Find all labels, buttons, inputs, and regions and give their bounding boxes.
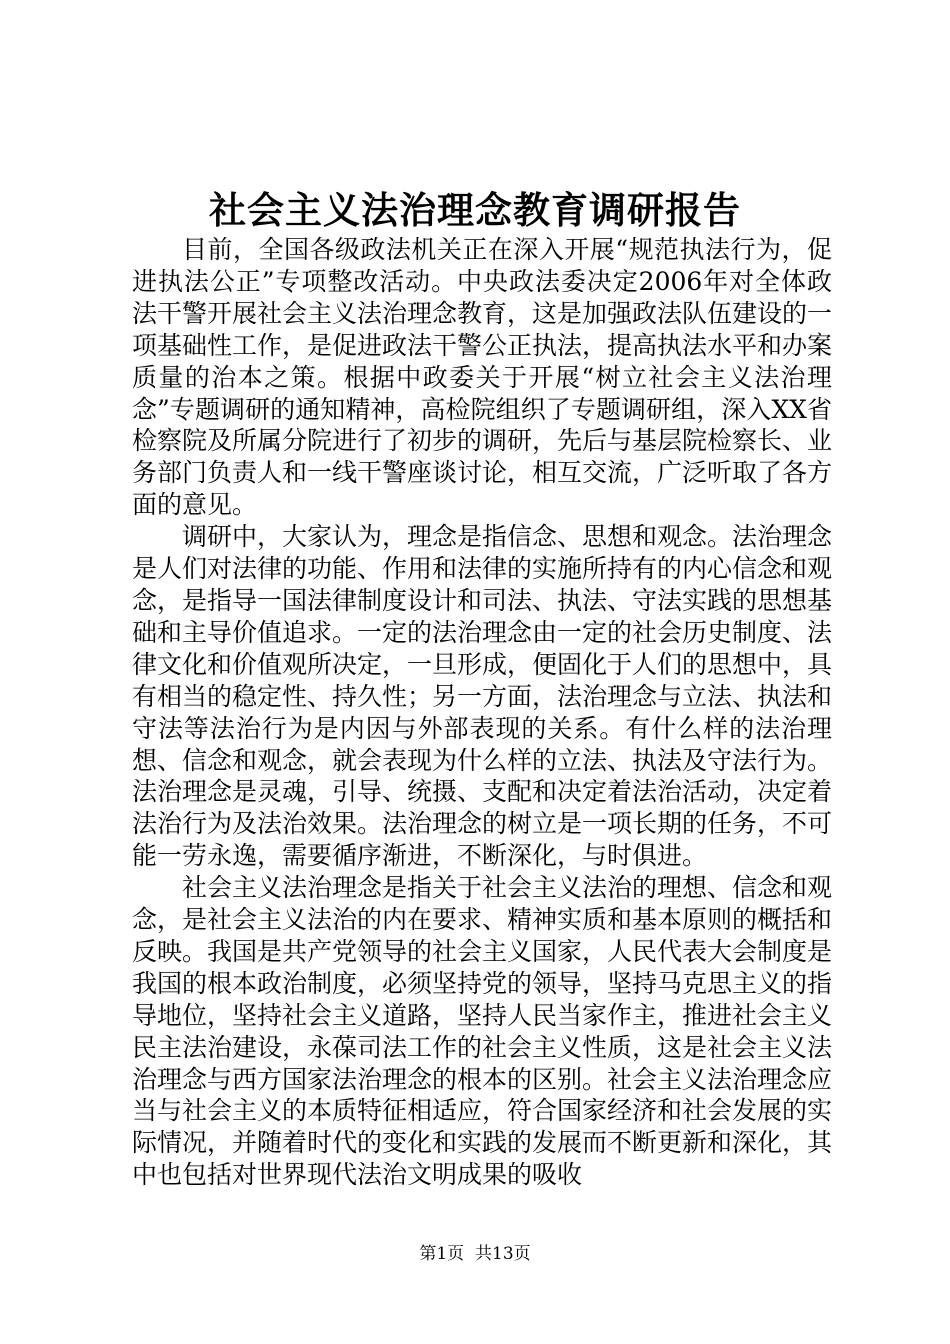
document-body (132, 234, 832, 1191)
paragraph-1: 目前，全国各级政法机关正在深入开展“规范执法行为，促进执法公正”专项整改活动。中央政法委决定2006年对全体政法干警开展社会主义法治理念教育，这是加强政法队伍建设的一项基础性工作，是促进政法干警公正执法，提高执法水平和办案质量的治本之策。根据中政委关于开展“树立社会主义法治理念”专题调研的通知精神，高检院组织了专题调研组，深入XX省检察院及所属分院进行了初步的调研，先后与基层院检察长、业务部门负责人和一线干警座谈讨论，相互交流，广泛听取了各方面的意见。 (132, 235, 833, 520)
paragraph-2: 调研中，大家认为，理念是指信念、思想和观念。法治理念是人们对法律的功能、作用和法律的实施所持有的内心信念和观念，是指导一国法律制度设计和司法、执法、守法实践的思想基础和主导价值追求。一定的法治理念由一定的社会历史制度、法律文化和价值观所决定，一旦形成，便固化于人们的思想中，具有相当的稳定性、持久性；另一方面，法治理念与立法、执法和守法等法治行为是内因与外部表现的关系。有什么样的法治理想、信念和观念，就会表现为什么样的立法、执法及守法行为。法治理念是灵魂，引导、统摄、支配和决定着法治活动，决定着法治行为及法治效果。法治理念的树立是一项长期的任务，不可能一劳永逸，需要循序渐进，不断深化，与时俱进。 (132, 522, 833, 871)
footer-separator (464, 1244, 475, 1264)
page-footer (0, 1242, 950, 1266)
document-title: 社会主义法治理念教育调研报告 (209, 188, 741, 232)
page-number: 第1页 (419, 1244, 465, 1264)
page-total: 共13页 (475, 1244, 531, 1264)
paragraph-3: 社会主义法治理念是指关于社会主义法治的理想、信念和观念，是社会主义法治的内在要求、精神实质和基本原则的概括和反映。我国是共产党领导的社会主义国家，人民代表大会制度是我国的根本政治制度，必须坚持党的领导，坚持马克思主义的指导地位，坚持社会主义道路，坚持人民当家作主，推进社会主义民主法治建设，永葆司法工作的社会主义性质，这是社会主义法治理念与西方国家法治理念的根本的区别。社会主义法治理念应当与社会主义的本质特征相适应，符合国家经济和社会发展的实际情况，并随着时代的变化和实践的发展而不断更新和深化，其中也包括对世界现代法治文明成果的吸收 (132, 873, 833, 1190)
